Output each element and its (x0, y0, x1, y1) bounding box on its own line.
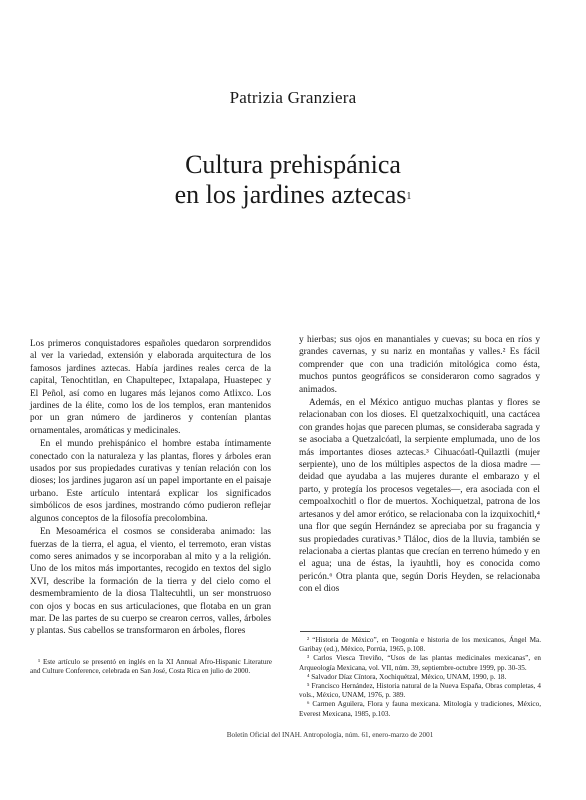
paragraph: y hierbas; sus ojos en manantiales y cuevas; su boca en ríos y grandes cavernas, y su nariz en montañas y valles.² Es fácil comprender que con una tradición mitológica como ésta, muchos puntos geográficos se consideraron como sagrados y animados. (299, 335, 540, 395)
paragraph: Los primeros conquistadores españoles quedaron sorprendidos al ver la variedad, extensión y elaborada arquitectura de los famosos jardines aztecas. Había jardines reales cerca de la capital, Tenochtitlan, en Chapultepec, Ixtapalapa, Huastepec y El Peñol, así como en lugares más lejanos como Atlixco. Los jardines de la élite, como los de los templos, eran mantenidos por un gran número de jardineros y contenían plantas ornamentales, aromáticas y medicinales. (30, 339, 271, 436)
left-footnotes (30, 658, 272, 676)
paragraph: En el mundo prehispánico el hombre estaba íntimamente conectado con la naturaleza y las plantas, flores y árboles eran usados por sus propiedades curativas y tenían relación con los dioses; los jardines jugaron así un papel importante en el paisaje urbano. Este artículo intentará explicar los significados simbólicos de esos jardines, mostrando cómo pudieron reflejar algunos conceptos de la filosofía precolombina. (30, 439, 271, 524)
paragraph: En Mesoamérica el cosmos se consideraba animado: las fuerzas de la tierra, el agua, el viento, el terremoto, eran vistas como seres animados y se incorporaban al mito y a la religión. Uno de los mitos más importantes, recogido en textos del siglo XVI, describe la formación de la tierra y del cielo como el desmembramiento de la diosa Tlaltecuhtli, un ser monstruoso con ojos y bocas en sus articulaciones, que flotaba en un gran mar. De las partes de su cuerpo se crearon cerros, valles, árboles y plantas. Sus cabellos se transformaron en árboles, flores (30, 527, 271, 637)
footnote: ⁵ Francisco Hernández, Historia natural de la Nueva España, Obras completas, 4 vols., México, UNAM, 1976, p. 389. (299, 682, 541, 700)
paragraph: Además, en el México antiguo muchas plantas y flores se relacionaban con los dioses. El quetzalxochiquitl, una cactácea con grandes hojas que parecen plumas, se consideraba sagrada y se asociaba a Quetzalcóatl, la serpiente emplumada, uno de los más importantes dioses aztecas.³ Cihuacóatl-Quilaztli (mujer serpiente), uno de los múltiples aspectos de la diosa madre —deidad que ayudaba a las mujeres durante el embarazo y el parto, y protegía los procesos vegetales—, era asociada con el cempoalxochitl o flor de muertos. Xochiquetzal, patrona de los artesanos y del amor erótico, se relacionaba con la izquixochitl,⁴ una flor que según Hernández se apreciaba por su fragancia y sus propiedades curativas.⁵ Tláloc, dios de la lluvia, también se relacionaba a ciertas plantas que crecían en terreno húmedo y en el agua; una de éstas, la iyauhtli, hoy es conocida como pericón.⁶ Otra planta que, según Doris Heyden, se relacionaba con el dios (299, 398, 540, 595)
footnote: ⁶ Carmen Aguilera, Flora y fauna mexicana. Mitología y tradiciones, México, Everest Mexicana, 1985, p.103. (299, 700, 541, 718)
title-footnote-mark: 1 (406, 191, 412, 202)
author-name: Patrizia Granziera (229, 88, 357, 107)
page-footer: Boletín Oficial del INAH. Antropología, núm. 61, enero-marzo de 2001 (226, 731, 434, 739)
footnote: ⁴ Salvador Díaz Cíntora, Xochiquétzal, México, UNAM, 1990, p. 18. (307, 672, 507, 681)
title-line-1: Cultura prehispánica (185, 150, 401, 179)
footnote: ³ Carlos Viesca Treviño, “Usos de las plantas medicinales mexicanas”, en Arqueología Mexicana, vol. VII, núm. 39, septiembre-octubre 1999, pp. 30-35. (299, 654, 541, 672)
title-line-2 (0, 180, 586, 210)
article-title (0, 150, 586, 210)
title-line-2-text: en los jardines aztecas (174, 180, 407, 209)
footnote: ² “Historia de México”, en Teogonía e historia de los mexicanos, Ángel Ma. Garibay (ed.), México, Porrúa, 1965, p.108. (299, 636, 541, 654)
right-column (299, 334, 540, 596)
left-column (30, 338, 271, 638)
footnote-rule (300, 631, 370, 632)
right-footnotes (299, 636, 541, 719)
footnote: ¹ Este artículo se presentó en inglés en la XI Annual Afro-Hispanic Literature and Culture Conference, celebrada en San José, Costa Rica en julio de 2000. (30, 658, 272, 676)
